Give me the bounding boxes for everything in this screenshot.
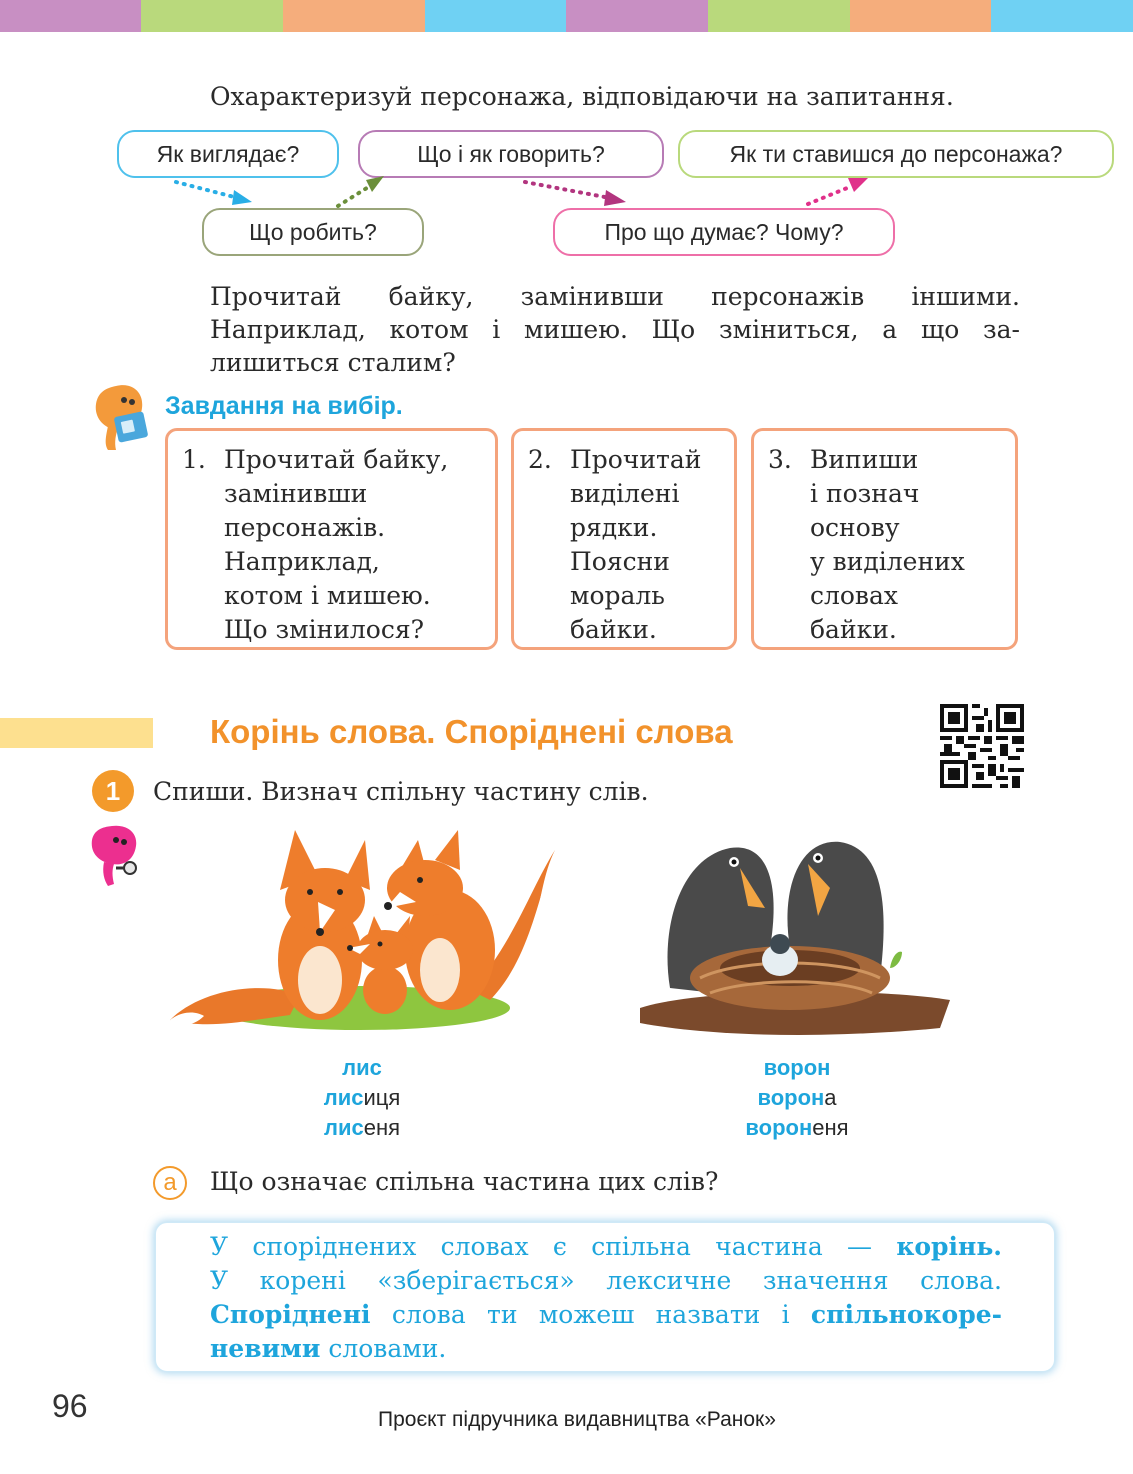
bubble-arrows	[0, 0, 1133, 270]
choice-2-line: Поясни	[570, 547, 670, 576]
subtask-a-question: Що означає спільна частина цих слів?	[210, 1167, 719, 1196]
choice-3-line: байки.	[810, 615, 897, 644]
characterize-instruction: Охарактеризуй персонажа, відповідаючи на запитання.	[210, 82, 954, 111]
choice-1-line: Що змінилося?	[224, 615, 425, 644]
choice-1-line: замінивши	[224, 479, 368, 508]
pink-mascot-magnifier-icon	[86, 822, 146, 888]
reread-line-1: Прочитай байку, замінивши персонажів іншими.	[210, 282, 1020, 311]
reread-line-3: лишиться сталим?	[210, 348, 456, 377]
page-number: 96	[52, 1388, 88, 1424]
choice-3-line: основу	[810, 513, 900, 542]
crow-word-ending: а	[824, 1085, 837, 1110]
qr-code-icon	[940, 704, 1024, 788]
orange-mascot-icon	[86, 380, 156, 452]
crow-word-root: ворон	[745, 1115, 813, 1140]
arrow-does-to-speak	[338, 186, 370, 206]
rule-line-4	[210, 1332, 1002, 1366]
bubble-look: Як виглядає?	[117, 130, 339, 178]
choice-3-line: у виділених	[810, 547, 965, 576]
fox-word-ending: иця	[363, 1085, 401, 1110]
fox-word-root: лис	[323, 1115, 364, 1140]
exercise-instruction: Спиши. Визнач спільну частину слів.	[153, 777, 649, 806]
fox-word-list	[290, 1053, 434, 1143]
choice-3-line: і познач	[810, 479, 920, 508]
choice-1-line: Прочитай байку,	[224, 445, 449, 474]
rule-text: слова ти можеш назвати і	[370, 1300, 811, 1329]
rule-line-1	[210, 1230, 1002, 1264]
arrow-thinks-to-attitude	[808, 186, 852, 204]
choice-2-line: рядки.	[570, 513, 658, 542]
fox-word-root: лис	[323, 1085, 364, 1110]
arrow-look-to-does	[176, 182, 238, 198]
choice-1-number: 1.	[182, 445, 206, 474]
rule-term-common-root: спільнокоре-	[810, 1300, 1002, 1329]
fox-word	[290, 1053, 434, 1083]
choice-3-line: Випиши	[810, 445, 919, 474]
rule-term-related: Споріднені	[210, 1300, 371, 1329]
rule-line-3	[210, 1298, 1002, 1332]
choice-box-3	[751, 428, 1018, 650]
crow-word-root: ворон	[757, 1085, 825, 1110]
choice-box-2	[511, 428, 737, 650]
reread-line-2: Наприклад, котом і мишею. Що зміниться, а що за-	[210, 315, 1020, 344]
foxes-illustration	[160, 830, 560, 1040]
choice-2-line: Прочитай	[570, 445, 702, 474]
publisher-footer: Проєкт підручника видавництва «Ранок»	[378, 1408, 776, 1431]
crow-word	[722, 1083, 872, 1113]
bubble-does: Що робить?	[202, 208, 424, 256]
crows-nest-illustration	[640, 828, 950, 1040]
choice-1-line: персонажів.	[224, 513, 386, 542]
section-marker-bar	[0, 718, 153, 748]
arrow-speak-to-thinks	[525, 182, 610, 198]
rule-text: У споріднених словах є спільна частина —	[210, 1232, 897, 1261]
rule-term-root: корінь.	[896, 1232, 1002, 1261]
choice-3-number: 3.	[768, 445, 792, 474]
choice-3-line: словах	[810, 581, 899, 610]
section-title: Корінь слова. Споріднені слова	[210, 713, 733, 750]
choice-tasks-title: Завдання на вибір.	[165, 392, 403, 420]
bubble-thinks: Про що думає? Чому?	[553, 208, 895, 256]
crow-word-ending: еня	[812, 1115, 849, 1140]
choice-2-line: мораль	[570, 581, 665, 610]
crow-word-list	[722, 1053, 872, 1143]
choice-2-line: виділені	[570, 479, 680, 508]
choice-2-number: 2.	[528, 445, 552, 474]
choice-2-line: байки.	[570, 615, 657, 644]
crow-word	[722, 1053, 872, 1083]
bubble-speak: Що і як говорить?	[358, 130, 664, 178]
rule-text: словами.	[320, 1334, 447, 1363]
fox-word	[290, 1083, 434, 1113]
choice-1-line: Наприклад,	[224, 547, 380, 576]
fox-word-ending: еня	[363, 1115, 401, 1140]
rule-term-common-root-end: невими	[210, 1334, 321, 1363]
fox-word-root: лис	[342, 1055, 382, 1080]
crow-word-root: ворон	[763, 1055, 831, 1080]
choice-box-1	[165, 428, 498, 650]
fox-word	[290, 1113, 434, 1143]
crow-word	[722, 1113, 872, 1143]
exercise-number-badge: 1	[92, 770, 134, 812]
rule-line-2: У корені «зберігається» лексичне значення слова.	[210, 1266, 1002, 1295]
bubble-attitude: Як ти ставишся до персонажа?	[678, 130, 1114, 178]
subtask-a-badge: а	[153, 1166, 187, 1200]
choice-1-line: котом і мишею.	[224, 581, 431, 610]
